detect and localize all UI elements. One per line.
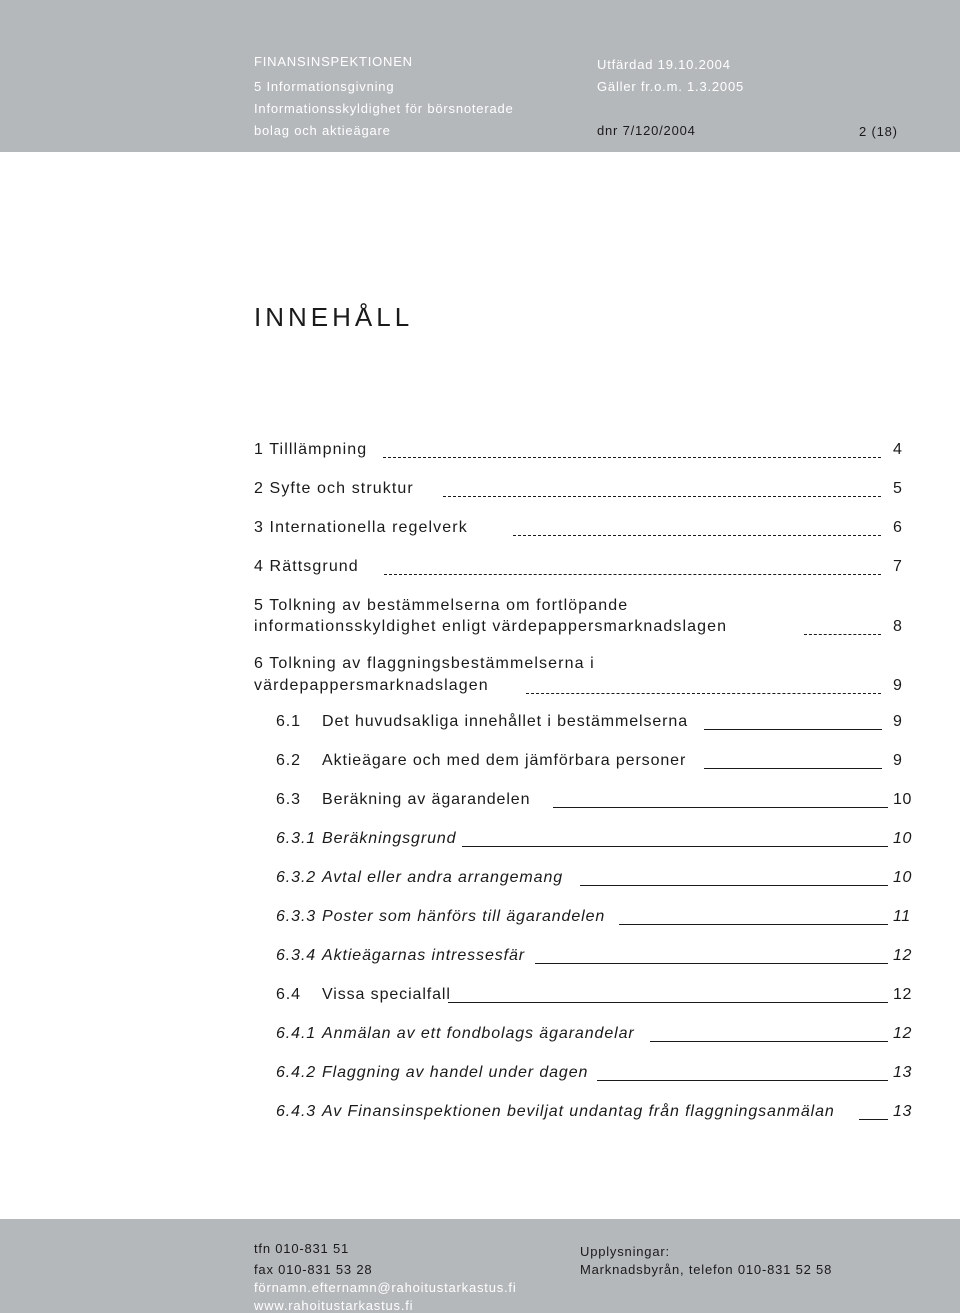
toc-page-number: 4 [893,441,903,458]
toc-page-number: 10 [893,791,912,808]
toc-subentry-number: 6.3.4 [276,947,317,964]
toc-leader [462,846,888,847]
toc-subentry-label: Poster som hänförs till ägarandelen [322,908,606,925]
toc-subentry[interactable] [0,869,960,891]
toc-entry-label: 2 Syfte och struktur [254,480,414,497]
header-issued: Utfärdad 19.10.2004 [597,57,731,72]
toc-leader [619,924,888,925]
toc-leader [383,457,881,458]
toc-leader [704,729,882,730]
toc-leader [859,1119,888,1120]
toc-subentry-label: Det huvudsakliga innehållet i bestämmelserna [322,713,689,730]
toc-subentry[interactable] [0,752,960,774]
toc-subentry[interactable] [0,986,960,1008]
toc-entry[interactable] [0,480,960,502]
toc-entry[interactable] [0,558,960,580]
toc-page-number: 13 [893,1103,912,1120]
toc-subentry-number: 6.3.3 [276,908,317,925]
toc-page-number: 12 [893,1025,912,1042]
toc-subentry-label: Anmälan av ett fondbolags ägarandelar [322,1025,635,1042]
toc-subentry-label: Av Finansinspektionen beviljat undantag från flaggningsanmälan [322,1103,835,1120]
toc-leader [597,1080,888,1081]
header-series: 5 Informationsgivning [254,79,395,94]
toc-leader [650,1041,888,1042]
toc-subentry[interactable] [0,1103,960,1125]
toc-subentry[interactable] [0,830,960,852]
toc-subentry-label: Aktieägare och med dem jämförbara personer [322,752,687,769]
header-subject-line2: bolag och aktieägare [254,123,391,138]
toc-entry-label-line2: informationsskyldighet enligt värdepappersmarknadslagen [254,618,728,635]
toc-subentry-label: Avtal eller andra arrangemang [322,869,564,886]
toc-page-number: 12 [893,986,912,1003]
footer-fax: fax 010-831 53 28 [254,1262,373,1277]
toc-entry[interactable] [0,597,960,641]
toc-subentry-number: 6.3 [276,791,301,808]
toc-entry-label: 3 Internationella regelverk [254,519,468,536]
footer-website[interactable]: www.rahoitustarkastus.fi [254,1298,414,1313]
toc-subentry[interactable] [0,1025,960,1047]
toc-subentry-number: 6.4.3 [276,1103,317,1120]
toc-leader [526,693,881,694]
toc-subentry-number: 6.3.1 [276,830,317,847]
toc-entry-label-line1: 6 Tolkning av flaggningsbestämmelserna i [254,655,595,672]
toc-page-number: 11 [893,908,911,925]
toc-subentry-label: Beräkning av ägarandelen [322,791,531,808]
toc-leader [513,535,881,536]
toc-entry[interactable] [0,519,960,541]
toc-page-number: 6 [893,519,903,536]
toc-subentry[interactable] [0,713,960,735]
toc-page-number: 10 [893,869,912,886]
toc-entry[interactable] [0,655,960,699]
toc-subentry-label: Vissa specialfall [322,986,451,1003]
toc-page-number: 7 [893,558,903,575]
toc-subentry-number: 6.1 [276,713,301,730]
toc-entry[interactable] [0,441,960,463]
toc-entry-label: 4 Rättsgrund [254,558,359,575]
toc-subentry[interactable] [0,791,960,813]
toc-subentry[interactable] [0,1064,960,1086]
toc-page-number: 9 [893,677,903,694]
toc-leader [384,574,881,575]
toc-leader [553,807,888,808]
toc-entry-label: 1 Tilllämpning [254,441,368,458]
toc-page-number: 10 [893,830,912,847]
toc-page-number: 9 [893,752,903,769]
toc-subentry-number: 6.4.1 [276,1025,317,1042]
footer-email[interactable]: förnamn.efternamn@rahoitustarkastus.fi [254,1280,517,1295]
toc-entry-label-line1: 5 Tolkning av bestämmelserna om fortlöpande [254,597,629,614]
toc-page-number: 13 [893,1064,912,1081]
page-title: INNEHÅLL [254,302,414,332]
toc-subentry-number: 6.3.2 [276,869,317,886]
toc-entry-label-line2: värdepappersmarknadslagen [254,677,489,694]
footer-info-label: Upplysningar: [580,1244,670,1259]
toc-subentry-label: Aktieägarnas intressesfär [322,947,526,964]
footer-info-contact: Marknadsbyrån, telefon 010-831 52 58 [580,1262,833,1277]
toc-leader [704,768,882,769]
header-subject-line1: Informationsskyldighet för börsnoterade [254,101,514,116]
toc-page-number: 8 [893,618,903,635]
toc-page-number: 9 [893,713,903,730]
header-band [0,0,960,152]
header-dnr: dnr 7/120/2004 [597,123,696,138]
toc-subentry[interactable] [0,908,960,930]
toc-subentry[interactable] [0,947,960,969]
header-page-number: 2 (18) [859,124,898,139]
toc-subentry-number: 6.2 [276,752,301,769]
toc-subentry-label: Flaggning av handel under dagen [322,1064,589,1081]
toc-leader [448,1002,888,1003]
toc-page-number: 5 [893,480,903,497]
toc-subentry-number: 6.4.2 [276,1064,317,1081]
toc-page-number: 12 [893,947,912,964]
header-org: FINANSINSPEKTIONEN [254,54,413,69]
toc-leader [535,963,888,964]
toc-subentry-number: 6.4 [276,986,301,1003]
toc-leader [580,885,888,886]
toc-leader [804,634,881,635]
footer-phone: tfn 010-831 51 [254,1241,350,1256]
toc-subentry-label: Beräkningsgrund [322,830,457,847]
header-valid: Gäller fr.o.m. 1.3.2005 [597,79,745,94]
toc-leader [443,496,881,497]
